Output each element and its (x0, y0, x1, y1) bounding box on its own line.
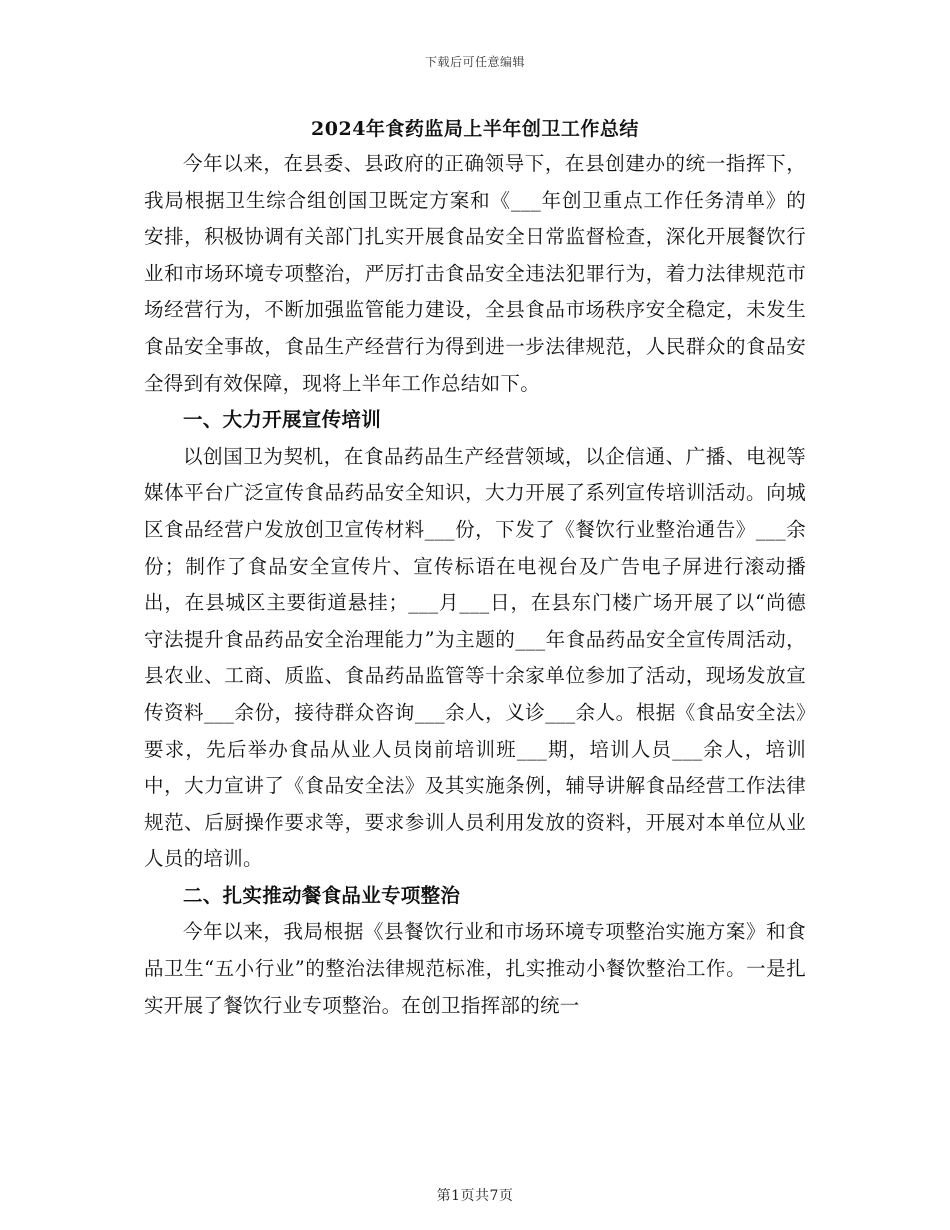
section-paragraph-catering-rectification: 今年以来，我局根据《县餐饮行业和市场环境专项整治实施方案》和食品卫生“五小行业”的整治法律规范标准，扎实推动小餐饮整治工作。一是扎实开展了餐饮行业专项整治。在创卫指挥部的统一 (144, 920, 806, 1017)
section-heading-catering-rectification: 二、扎实推动餐食品业专项整治 (183, 883, 461, 907)
document-title: 2024年食药监局上半年创卫工作总结 (311, 118, 639, 140)
page-number-footer: 第1页共7页 (436, 1188, 514, 1204)
section-paragraph-publicity-training: 以创国卫为契机，在食品药品生产经营领域，以企信通、广播、电视等媒体平台广泛宣传食品药品安全知识，大力开展了系列宣传培训活动。向城区食品经营户发放创卫宣传材料___份，下发了《餐饮行业整治通告》___余份；制作了食品安全宣传片、宣传标语在电视台及广告电子屏进行滚动播出，在县城区主要街道悬挂；___月___日，在县东门楼广场开展了以“尚德守法提升食品药品安全治理能力”为主题的___年食品药品安全宣传周活动，县农业、工商、质监、食品药品监管等十余家单位参加了活动，现场发放宣传资料___余份，接待群众咨询___余人，义诊___余人。根据《食品安全法》要求，先后举办食品从业人员岗前培训班___期，培训人员___余人，培训中，大力宣讲了《食品安全法》及其实施条例，辅导讲解食品经营工作法律规范、后厨操作要求等，要求参训人员利用发放的资料，开展对本单位从业人员的培训。 (144, 444, 807, 871)
document-body (144, 146, 806, 1024)
section-heading-publicity-training: 一、大力开展宣传培训 (183, 408, 382, 432)
header-note: 下载后可任意编辑 (424, 55, 525, 69)
intro-paragraph: 今年以来，在县委、县政府的正确领导下，在县创建办的统一指挥下，我局根据卫生综合组创国卫既定方案和《___年创卫重点工作任务清单》的安排，积极协调有关部门扎实开展食品安全日常监督检查，深化开展餐饮行业和市场环境专项整治，严厉打击食品安全违法犯罪行为，着力法律规范市场经营行为，不断加强监管能力建设，全县食品市场秩序安全稳定，未发生食品安全事故，食品生产经营行为得到进一步法律规范，人民群众的食品安全得到有效保障，现将上半年工作总结如下。 (144, 152, 806, 395)
